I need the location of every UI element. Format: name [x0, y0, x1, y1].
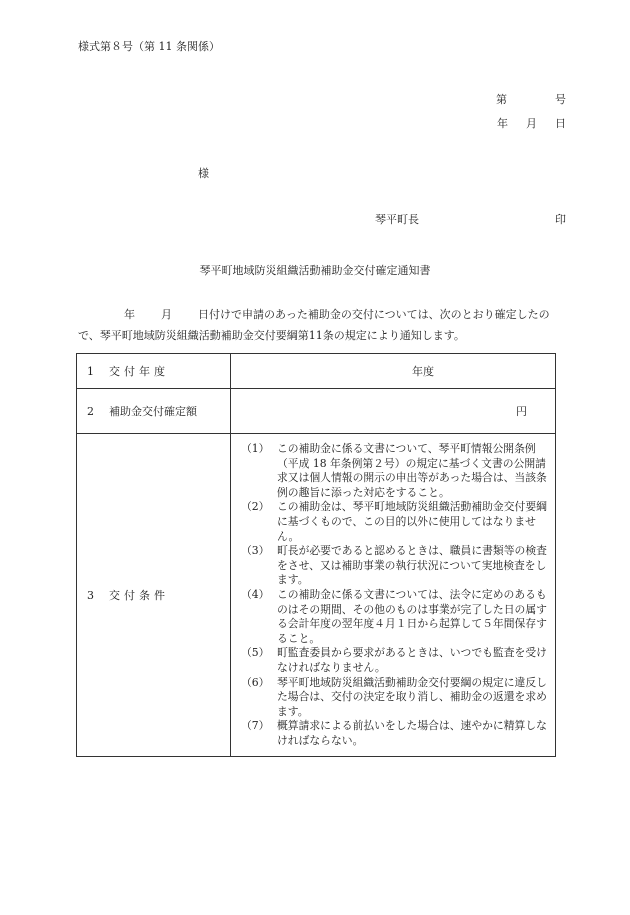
condition-text: この補助金に係る文書については、法令に定めのあるものはその期間、その他のものは事業が完了した日の属する会計年度の翌年度４月１日から起算して５年間保存すること。 [277, 587, 547, 645]
condition-number: （5） [241, 646, 270, 660]
grant-details-table [76, 353, 556, 757]
row-number: 3 [87, 589, 94, 603]
condition-item [241, 544, 549, 588]
addressee: 様 [198, 167, 209, 180]
fiscal-year-value: 年度 [231, 354, 556, 389]
condition-item [241, 646, 549, 675]
row-number: 2 [87, 405, 94, 418]
condition-number: （4） [241, 587, 270, 601]
row-label: 交付年度 [109, 365, 169, 378]
row-number: 1 [87, 365, 94, 378]
condition-number: （7） [241, 719, 270, 733]
label-cell [77, 354, 231, 389]
date-day: 日 [555, 117, 566, 130]
condition-text: この補助金に係る文書について、琴平町情報公開条例（平成 18 年条例第２号）の規定に基づく文書の公開請求又は個人情報の開示の申出等があった場合は、当該条例の趣旨に添った対応をすること。 [277, 442, 547, 499]
label-cell [77, 434, 231, 757]
body-rest: 日付けで申請のあった補助金の交付については、次のとおり確定したので、琴平町地域防災組織活動補助金交付要綱第11条の規定により通知します。 [78, 308, 550, 342]
doc-number-label-go: 号 [555, 93, 566, 106]
condition-number: （1） [241, 442, 270, 455]
condition-item [241, 676, 549, 720]
condition-item [241, 719, 549, 748]
document-number [496, 91, 566, 107]
condition-item [241, 442, 549, 500]
row-label: 交付条件 [109, 589, 169, 603]
condition-text: 概算請求による前払いをした場合は、速やかに精算しなければならない。 [277, 719, 547, 747]
label-cell [77, 389, 231, 434]
seal-mark: 印 [555, 213, 566, 226]
body-year: 年 [124, 308, 135, 321]
document-title: 琴平町地域防災組織活動補助金交付確定通知書 [199, 264, 431, 277]
condition-number: （2） [241, 500, 270, 514]
row-label: 補助金交付確定額 [109, 405, 197, 418]
condition-item [241, 588, 549, 646]
table-row-amount [77, 389, 556, 434]
condition-number: （3） [241, 544, 270, 558]
amount-value: 円 [231, 389, 556, 434]
body-paragraph [78, 304, 568, 346]
date-month: 月 [526, 117, 537, 130]
condition-text: この補助金は、琴平町地域防災組織活動補助金交付要綱に基づくもので、この目的以外に使用してはなりません。 [277, 500, 547, 543]
sender-name: 琴平町長 [375, 213, 419, 226]
table-row-fiscal-year [77, 354, 556, 389]
conditions-cell [231, 434, 556, 757]
table-row-conditions [77, 434, 556, 757]
body-month: 月 [161, 308, 172, 321]
condition-number: （6） [241, 675, 270, 689]
condition-item [241, 500, 549, 544]
date-year: 年 [497, 117, 508, 130]
condition-text: 町監査委員から要求があるときは、いつでも監査を受けなければなりません。 [277, 646, 547, 674]
condition-text: 町長が必要であると認めるときは、職員に書類等の検査をさせ、又は補助事業の執行状況について実地検査をします。 [277, 544, 547, 587]
condition-text: 琴平町地域防災組織活動補助金交付要綱の規定に違反した場合は、交付の決定を取り消し、補助金の返還を求めます。 [277, 675, 547, 718]
form-number: 様式第８号（第 11 条関係） [78, 40, 220, 53]
doc-number-label-dai: 第 [496, 93, 507, 106]
issue-date [497, 115, 566, 131]
